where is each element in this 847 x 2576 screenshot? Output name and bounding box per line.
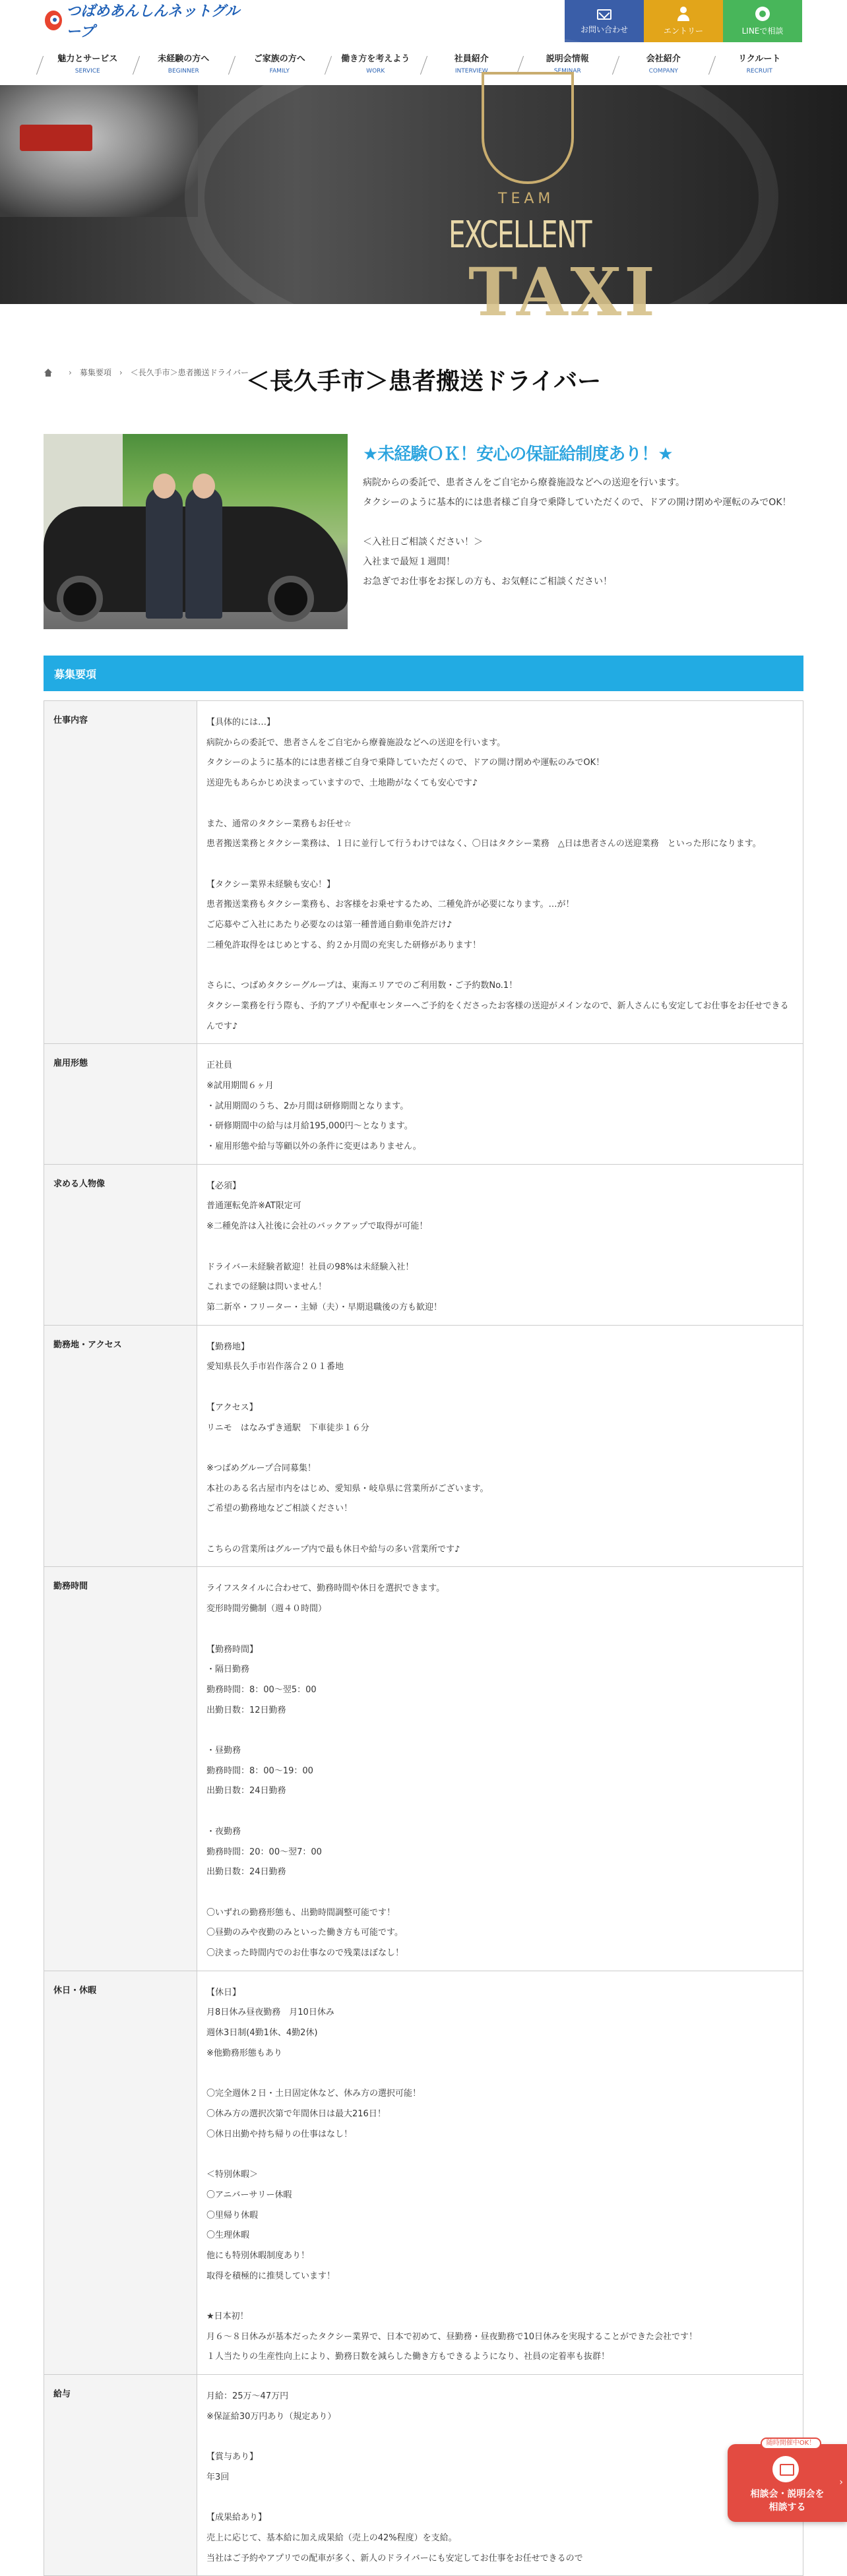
calendar-icon <box>772 2456 799 2482</box>
nav-sublabel: SERVICE <box>75 68 100 75</box>
nav-item-recruit[interactable] <box>712 47 808 85</box>
job-details-table <box>44 700 803 2576</box>
nav-sublabel: RECRUIT <box>746 68 772 75</box>
consultation-float-button[interactable] <box>728 2438 847 2522</box>
nav-label: ご家族の方へ <box>253 54 305 64</box>
table-row <box>44 1326 803 1568</box>
chevron-right-icon: › <box>839 2477 843 2488</box>
page-title: ＜長久手市＞患者搬送ドライバー <box>245 368 602 395</box>
table-row <box>44 1971 803 2375</box>
intro <box>363 441 803 592</box>
line-button[interactable] <box>723 0 802 42</box>
nav-item-service[interactable] <box>40 47 136 85</box>
intro-heading: ★未経験ＯＫ！安心の保証給制度あり！★ <box>363 445 673 464</box>
entry-button-label: エントリー <box>663 26 703 36</box>
table-row <box>44 1044 803 1165</box>
nav-sublabel: WORK <box>366 68 385 75</box>
logo[interactable] <box>45 3 243 40</box>
hero-emblem <box>482 72 574 184</box>
hero-team-text: TEAM <box>498 191 555 207</box>
row-value: ライフスタイルに合わせて、勤務時間や休日を選択できます。 変形時間労働制（週４０時間） 【勤務時間】 ・隔日勤務 勤務時間：8：00〜翌5：00 出勤日数：12日勤務 ・昼勤務 勤務時間：8：00〜19：00 出勤日数：24日勤務 ・夜勤務 勤務時間：20：00〜翌7：00 出勤日数：24日勤務 〇いずれの勤務形態も、出勤時間調整可能です！ 〇昼勤のみや夜勤のみといった働き方も可能です。 〇決まった時間内でのお仕事なので残業ほぼなし！ <box>206 1583 445 1959</box>
table-row <box>44 2375 803 2576</box>
float-text: 相談会・説明会を 相談する <box>750 2489 825 2513</box>
row-label: 勤務時間 <box>44 1567 197 1970</box>
section-heading: 募集要項 <box>44 656 803 691</box>
mail-icon <box>597 9 612 20</box>
nav-label: 働き方を考えよう <box>341 54 410 64</box>
line-icon <box>755 7 770 21</box>
breadcrumb-separator: › <box>69 367 72 377</box>
table-row <box>44 1567 803 1971</box>
table-row <box>44 1165 803 1326</box>
entry-button[interactable] <box>644 0 723 42</box>
nav-sublabel: COMPANY <box>648 68 678 75</box>
contact-button[interactable] <box>565 0 644 42</box>
nav-item-beginner[interactable] <box>136 47 232 85</box>
row-label: 求める人物像 <box>44 1165 197 1325</box>
person-icon <box>676 7 691 21</box>
nav-label: 未経験の方へ <box>158 54 210 64</box>
line-button-label: LINEで相談 <box>741 26 784 36</box>
table-row <box>44 701 803 1044</box>
nav-sublabel: FAMILY <box>269 68 290 75</box>
row-value: 正社員 ※試用期間６ヶ月 ・試用期間のうち、2か月間は研修期間となります。 ・研修期間中の給与は月給195,000円〜となります。 ・雇用形態や給与等顧以外の条件に変更はありません。 <box>206 1060 422 1152</box>
nav-label: リクルート <box>738 54 781 64</box>
row-value: 【休日】 月8日休み昼夜勤務 月10日休み 週休3日制(4勤1休、4勤2休) ※他勤務形態もあり 〇完全週休２日・土日固定休など、休み方の選択可能！ 〇休み方の選択次第で年間休日は最大216日！ 〇休日出勤や持ち帰りの仕事はなし！ ＜特別休暇＞ 〇アニバーサリー休暇 〇里帰り休暇 〇生理休暇 他にも特別休暇制度あり！ 取得を積極的に推奨しています！ ★日本初！ 月６〜８日休みが基本だったタクシー業界で、日本で初めて、昼勤務・昼夜勤務で10日休みを実現することができた会社です！ １人当たりの生産性向上により、勤務日数を減らした働き方もできるようになり、社員の定着率も抜群！ <box>206 1987 698 2362</box>
float-tag: 随時開催中OK！ <box>761 2438 821 2449</box>
staff-photo <box>44 434 348 629</box>
hero-excellent-text: EXCELLENT <box>449 214 592 257</box>
nav-label: 社員紹介 <box>454 54 489 64</box>
nav-label: 会社紹介 <box>646 54 681 64</box>
nav-sublabel: BEGINNER <box>168 68 199 75</box>
logo-mark-icon <box>45 11 62 30</box>
nav-label: 魅力とサービス <box>57 54 118 64</box>
nav-sublabel: INTERVIEW <box>455 68 488 75</box>
hero-taxi-text: TAXI <box>468 253 658 331</box>
breadcrumb-link[interactable]: 募集要項 <box>79 368 111 377</box>
row-value: 【勤務地】 愛知県長久手市岩作落合２０１番地 【アクセス】 リニモ はなみずき通駅 下車徒歩１６分 ※つばめグループ合同募集！ 本社のある名古屋市内をはじめ、愛知県・岐阜県に営業所がございます。 ご希望の勤務地などご相談ください！ こちらの営業所はグループ内で最も休日や給与の多い営業所です♪ <box>206 1341 489 1554</box>
row-label: 雇用形態 <box>44 1044 197 1164</box>
hero-image <box>0 85 847 377</box>
float-box <box>728 2444 847 2522</box>
nav-sublabel: SEMINAR <box>553 68 581 75</box>
hero-car <box>0 85 198 217</box>
row-label: 給与 <box>44 2375 197 2575</box>
top-buttons <box>565 0 802 42</box>
row-value: 【必須】 普通運転免許※AT限定可 ※二種免許は入社後に会社のバックアップで取得が可能！ ドライバー未経験者歓迎！社員の98%は未経験入社！ これまでの経験は問いません！ 第二新卒・フリーター・主婦（夫）・早期退職後の方も歓迎！ <box>206 1181 442 1312</box>
intro-body: 病院からの委託で、患者さんをご自宅から療養施設などへの送迎を行います。 タクシーのように基本的には患者様ご自身で乗降していただくので、ドアの開け閉めや運転のみでOK！ ＜入社日ご相談ください！＞ 入社まで最短１週間！ お急ぎでお仕事をお探しの方も、お気軽にご相談ください！ <box>363 477 792 587</box>
row-value: 月給：25万〜47万円 ※保証給30万円あり（規定あり） 【賞与あり】 年3回 【成果給あり】 売上に応じて、基本給に加え成果給（売上の42%程度）を支給。 当社はご予約やアプリでの配車が多く、新人のドライバーにも安定してお仕事をお任せできるので <box>206 2391 583 2563</box>
row-label: 休日・休暇 <box>44 1971 197 2374</box>
row-label: 勤務地・アクセス <box>44 1326 197 1567</box>
contact-button-label: お問い合わせ <box>580 25 628 34</box>
row-value: 【具体的には…】 病院からの委託で、患者さんをご自宅から療養施設などへの送迎を行います。 タクシーのように基本的には患者様ご自身で乗降していただくので、ドアの開け閉めや運転のみでOK！ 送迎先もあらかじめ決まっていますので、土地勘がなくても安心です♪ また、通常のタクシー業務もお任せ☆ 患者搬送業務とタクシー業務は、１日に並行して行うわけではなく、〇日はタクシー業務 △日は患者さんの送迎業務 といった形になります。 【タクシー業界未経験も安心！】 患者搬送業務もタクシー業務も、お客様をお乗せするため、二種免許が必要になります。…が！ ご応募やご入社にあたり必要なのは第一種普通自動車免許だけ♪ 二種免許取得をはじめとする、約２か月間の充実した研修があります！ さらに、つばめタクシーグループは、東海エリアでのご利用数・ご予約数No.1！ タクシー業務を行う際も、予約アプリや配車センターへご予約をくださったお客様の送迎がメインなので、新人さんにも安定してお仕事をお任せできるんです♪ <box>206 718 789 1031</box>
breadcrumb-current: ＜長久手市＞患者搬送ドライバー <box>130 368 249 377</box>
nav-label: 説明会情報 <box>546 54 589 64</box>
logo-text: つばめあんしんネットグループ <box>66 3 240 40</box>
row-label: 仕事内容 <box>44 701 197 1043</box>
breadcrumb-separator: › <box>119 367 123 377</box>
